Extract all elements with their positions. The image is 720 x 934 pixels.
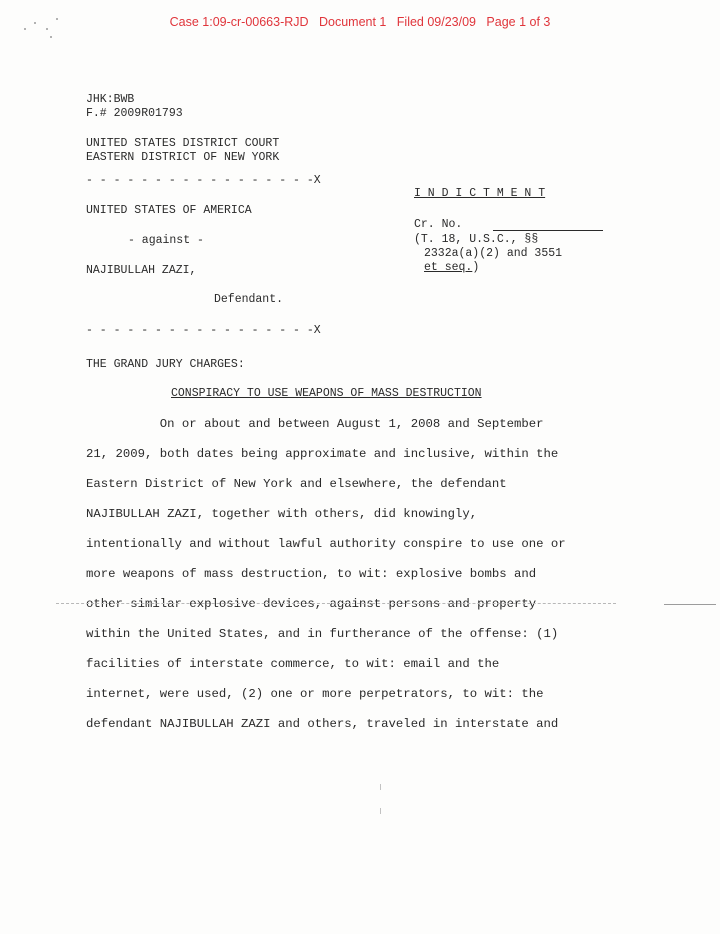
scan-artifact-mark xyxy=(380,784,381,790)
criminal-number-label: Cr. No. xyxy=(414,218,463,231)
caption-divider-bottom: - - - - - - - - - - - - - - - - -X xyxy=(86,324,321,337)
body-line: NAJIBULLAH ZAZI, together with others, did knowingly, xyxy=(86,507,478,521)
body-line: more weapons of mass destruction, to wit: explosive bombs and xyxy=(86,567,537,581)
statute-citation-line2: 2332a(a)(2) and 3551 xyxy=(424,247,563,260)
count-heading: CONSPIRACY TO USE WEAPONS OF MASS DESTRUCTION xyxy=(171,387,482,400)
body-line: intentionally and without lawful authority conspire to use one or xyxy=(86,537,566,551)
body-line: Eastern District of New York and elsewhere, the defendant xyxy=(86,477,507,491)
body-line: internet, were used, (2) one or more perpetrators, to wit: the xyxy=(86,687,544,701)
body-line: defendant NAJIBULLAH ZAZI and others, traveled in interstate and xyxy=(86,717,559,731)
court-name: UNITED STATES DISTRICT COURT xyxy=(86,137,280,150)
body-line: within the United States, and in furtherance of the offense: (1) xyxy=(86,627,559,641)
scan-artifact-mark xyxy=(380,808,381,814)
against-label: - against - xyxy=(128,234,204,247)
criminal-number-blank xyxy=(493,230,603,231)
statute-close-paren: ) xyxy=(472,261,480,274)
statute-citation-line1: (T. 18, U.S.C., §§ xyxy=(414,233,539,246)
body-line: other similar explosive devices, against persons and property xyxy=(86,597,537,611)
body-line: 21, 2009, both dates being approximate and inclusive, within the xyxy=(86,447,559,461)
defendant-label: Defendant. xyxy=(214,293,284,306)
scan-artifact-line xyxy=(56,603,616,604)
court-filing-stamp: Case 1:09-cr-00663-RJD Document 1 Filed 09/23/09 Page 1 of 3 xyxy=(169,15,551,29)
body-line: facilities of interstate commerce, to wit: email and the xyxy=(86,657,500,671)
court-district: EASTERN DISTRICT OF NEW YORK xyxy=(86,151,280,164)
file-number: F.# 2009R01793 xyxy=(86,107,183,120)
body-line: On or about and between August 1, 2008 and September xyxy=(86,417,544,431)
et-seq: et seq. xyxy=(424,261,473,274)
grand-jury-charges: THE GRAND JURY CHARGES: xyxy=(86,358,245,371)
statute-citation-line3 xyxy=(424,261,479,275)
defendant-name: NAJIBULLAH ZAZI, xyxy=(86,264,197,277)
scan-artifact-line-right xyxy=(664,604,716,605)
plaintiff-name: UNITED STATES OF AMERICA xyxy=(86,204,252,217)
attorney-initials: JHK:BWB xyxy=(86,93,135,106)
indictment-title: I N D I C T M E N T xyxy=(414,187,546,200)
caption-divider-top: - - - - - - - - - - - - - - - - -X xyxy=(86,174,321,187)
